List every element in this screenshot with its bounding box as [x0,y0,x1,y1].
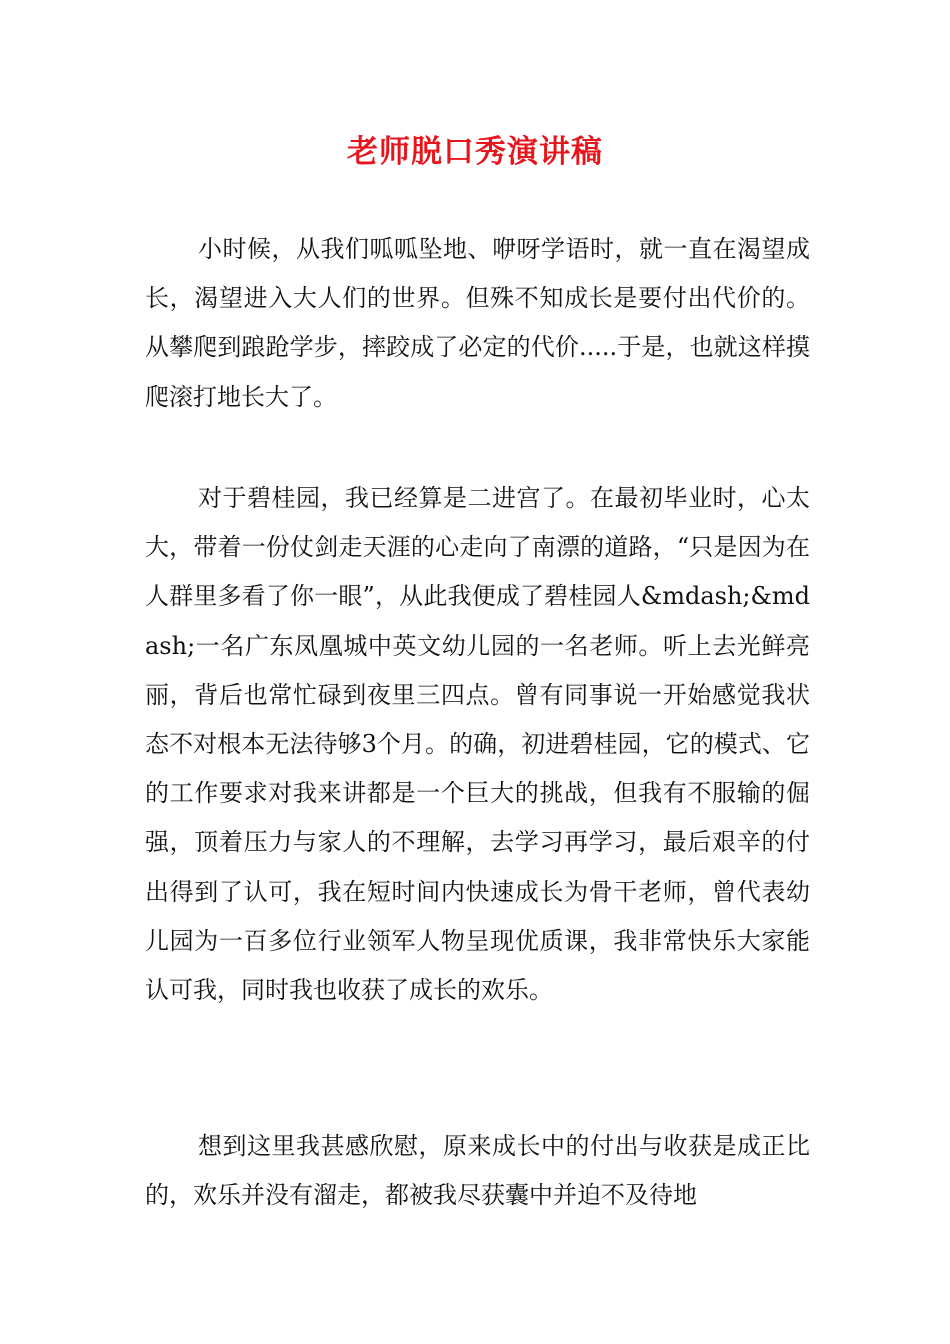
paragraph-country-garden: 对于碧桂园，我已经算是二进宫了。在最初毕业时，心太大，带着一份仗剑走天涯的心走向了南漂的道路，“只是因为在人群里多看了你一眼”，从此我便成了碧桂园人&mdash;&mdash;一名广东凤凰城中英文幼儿园的一名老师。听上去光鲜亮丽，背后也常忙碌到夜里三四点。曾有同事说一开始感觉我状态不对根本无法待够3个月。的确，初进碧桂园，它的模式、它的工作要求对我来讲都是一个巨大的挑战，但我有不服输的倔强，顶着压力与家人的不理解，去学习再学习，最后艰辛的付出得到了认可，我在短时间内快速成长为骨干老师，曾代表幼儿园为一百多位行业领军人物呈现优质课，我非常快乐大家能认可我，同时我也收获了成长的欢乐。 [145,484,810,1005]
paragraph-reflection: 想到这里我甚感欣慰，原来成长中的付出与收获是成正比的，欢乐并没有溜走，都被我尽获囊中并迫不及待地 [145,1132,810,1210]
paragraph-childhood: 小时候，从我们呱呱坠地、咿呀学语时，就一直在渴望成长，渴望进入大人们的世界。但殊不知成长是要付出代价的。从攀爬到踉跄学步，摔跤成了必定的代价.....于是，也就这样摸爬滚打地长大了。 [145,235,810,411]
document-title: 老师脱口秀演讲稿 [347,134,603,170]
